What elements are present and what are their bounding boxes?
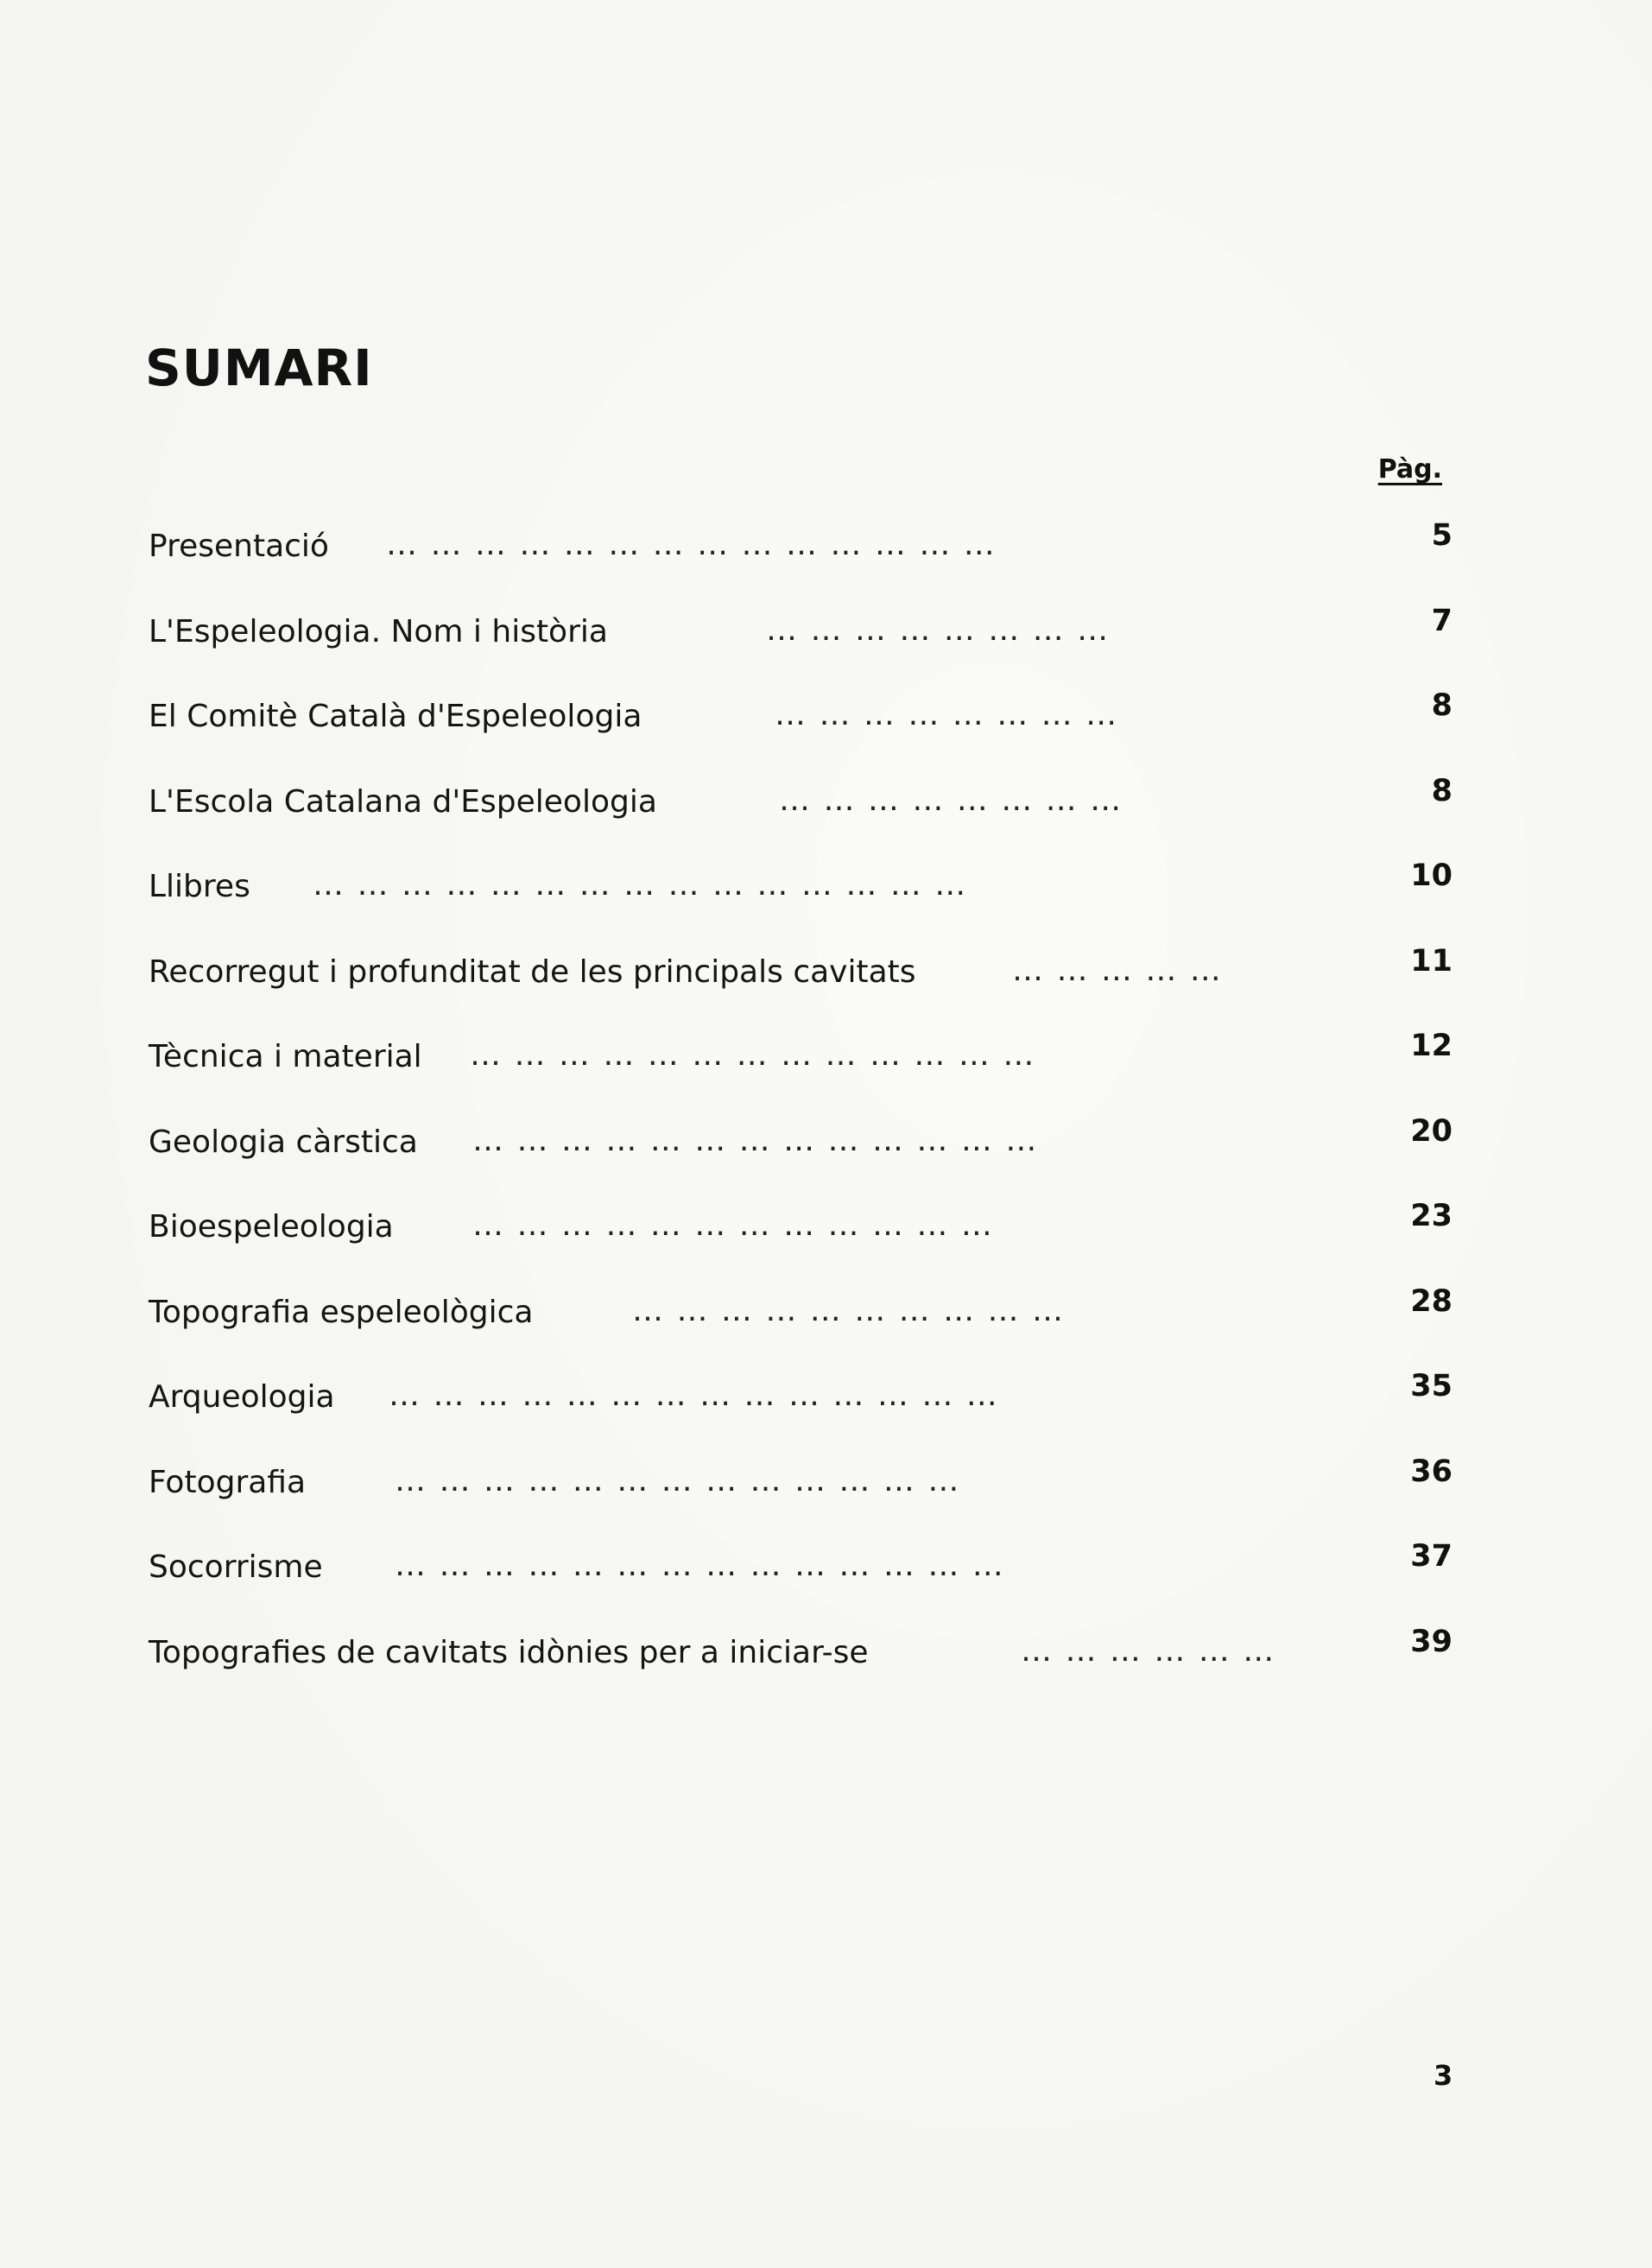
toc-entry-title: Topografies de cavitats idònies per a iniciar-se [149,1634,869,1670]
toc-entry-title: Topografia espeleològica [149,1294,534,1330]
toc-entry-title: Tècnica i material [149,1039,422,1074]
dot-leader: … … … … … … … … [775,697,1119,732]
toc-entry [149,927,1453,1012]
toc-entry-page: 12 [1410,1029,1453,1063]
toc-entry-page: 23 [1410,1199,1453,1233]
toc-entry-title: L'Espeleologia. Nom i història [149,613,608,649]
toc-entry [149,841,1453,927]
page-number: 3 [1434,2059,1453,2092]
dot-leader: … … … … … … … … … … … … … … [395,1548,1005,1583]
dot-leader: … … … … … … … … … … … … … [395,1462,961,1498]
toc-entry-title: Arqueologia [149,1379,335,1415]
dot-leader: … … … … … … … … … … … … … … … [313,867,968,903]
toc-entry-title: Fotografia [149,1464,307,1500]
toc-entry-title: Recorregut i profunditat de les principals cavitats [149,953,916,990]
toc-entry-title: El Comitè Català d'Espeleologia [149,699,642,734]
toc-entry-page: 36 [1410,1454,1453,1489]
toc-entry [149,671,1453,757]
dot-leader: … … … … … … … … … … … … … [470,1037,1036,1073]
toc-entry [149,1011,1453,1097]
toc-entry [149,1437,1453,1523]
toc-entry [149,1352,1453,1437]
dot-leader: … … … … … … … … … … … … [472,1207,994,1243]
dot-leader: … … … … … … … … … … [632,1292,1065,1328]
dot-leader: … … … … … [1012,952,1223,988]
dot-leader: … … … … … … … … … … … … … … [389,1378,999,1413]
toc-entry-page: 35 [1410,1369,1453,1403]
table-of-contents [149,501,1453,1692]
toc-entry-title: Socorrisme [149,1549,323,1585]
toc-entry-page: 5 [1431,518,1453,553]
toc-entry [149,1182,1453,1267]
toc-entry [149,757,1453,842]
toc-entry-title: Geologia càrstica [149,1124,418,1160]
toc-entry-title: Presentació [149,529,329,564]
toc-entry [149,586,1453,672]
toc-entry [149,1607,1453,1693]
dot-leader: … … … … … … … … [779,782,1123,818]
dot-leader: … … … … … … … … … … … … … … [386,527,997,562]
toc-entry [149,1522,1453,1607]
toc-entry-page: 11 [1410,943,1453,979]
toc-entry-page: 20 [1410,1113,1453,1149]
toc-entry-page: 39 [1410,1624,1453,1659]
dot-leader: … … … … … … … … [766,611,1111,648]
toc-entry-page: 37 [1410,1539,1453,1574]
toc-entry-page: 28 [1410,1283,1453,1319]
toc-entry-page: 10 [1410,858,1453,893]
toc-entry-page: 8 [1431,773,1453,808]
toc-entry-page: 7 [1431,603,1453,638]
toc-entry-title: L'Escola Catalana d'Espeleologia [149,783,657,820]
toc-entry [149,501,1453,586]
dot-leader: … … … … … … [1021,1632,1276,1669]
page-column-label: Pàg. [1377,454,1442,485]
dot-leader: … … … … … … … … … … … … … [472,1122,1039,1158]
toc-entry [149,1267,1453,1353]
toc-entry [149,1097,1453,1182]
toc-entry-title: Llibres [149,869,250,904]
toc-entry-page: 8 [1431,688,1453,723]
toc-entry-title: Bioespeleologia [149,1209,394,1245]
page-title: SUMARI [145,339,373,397]
